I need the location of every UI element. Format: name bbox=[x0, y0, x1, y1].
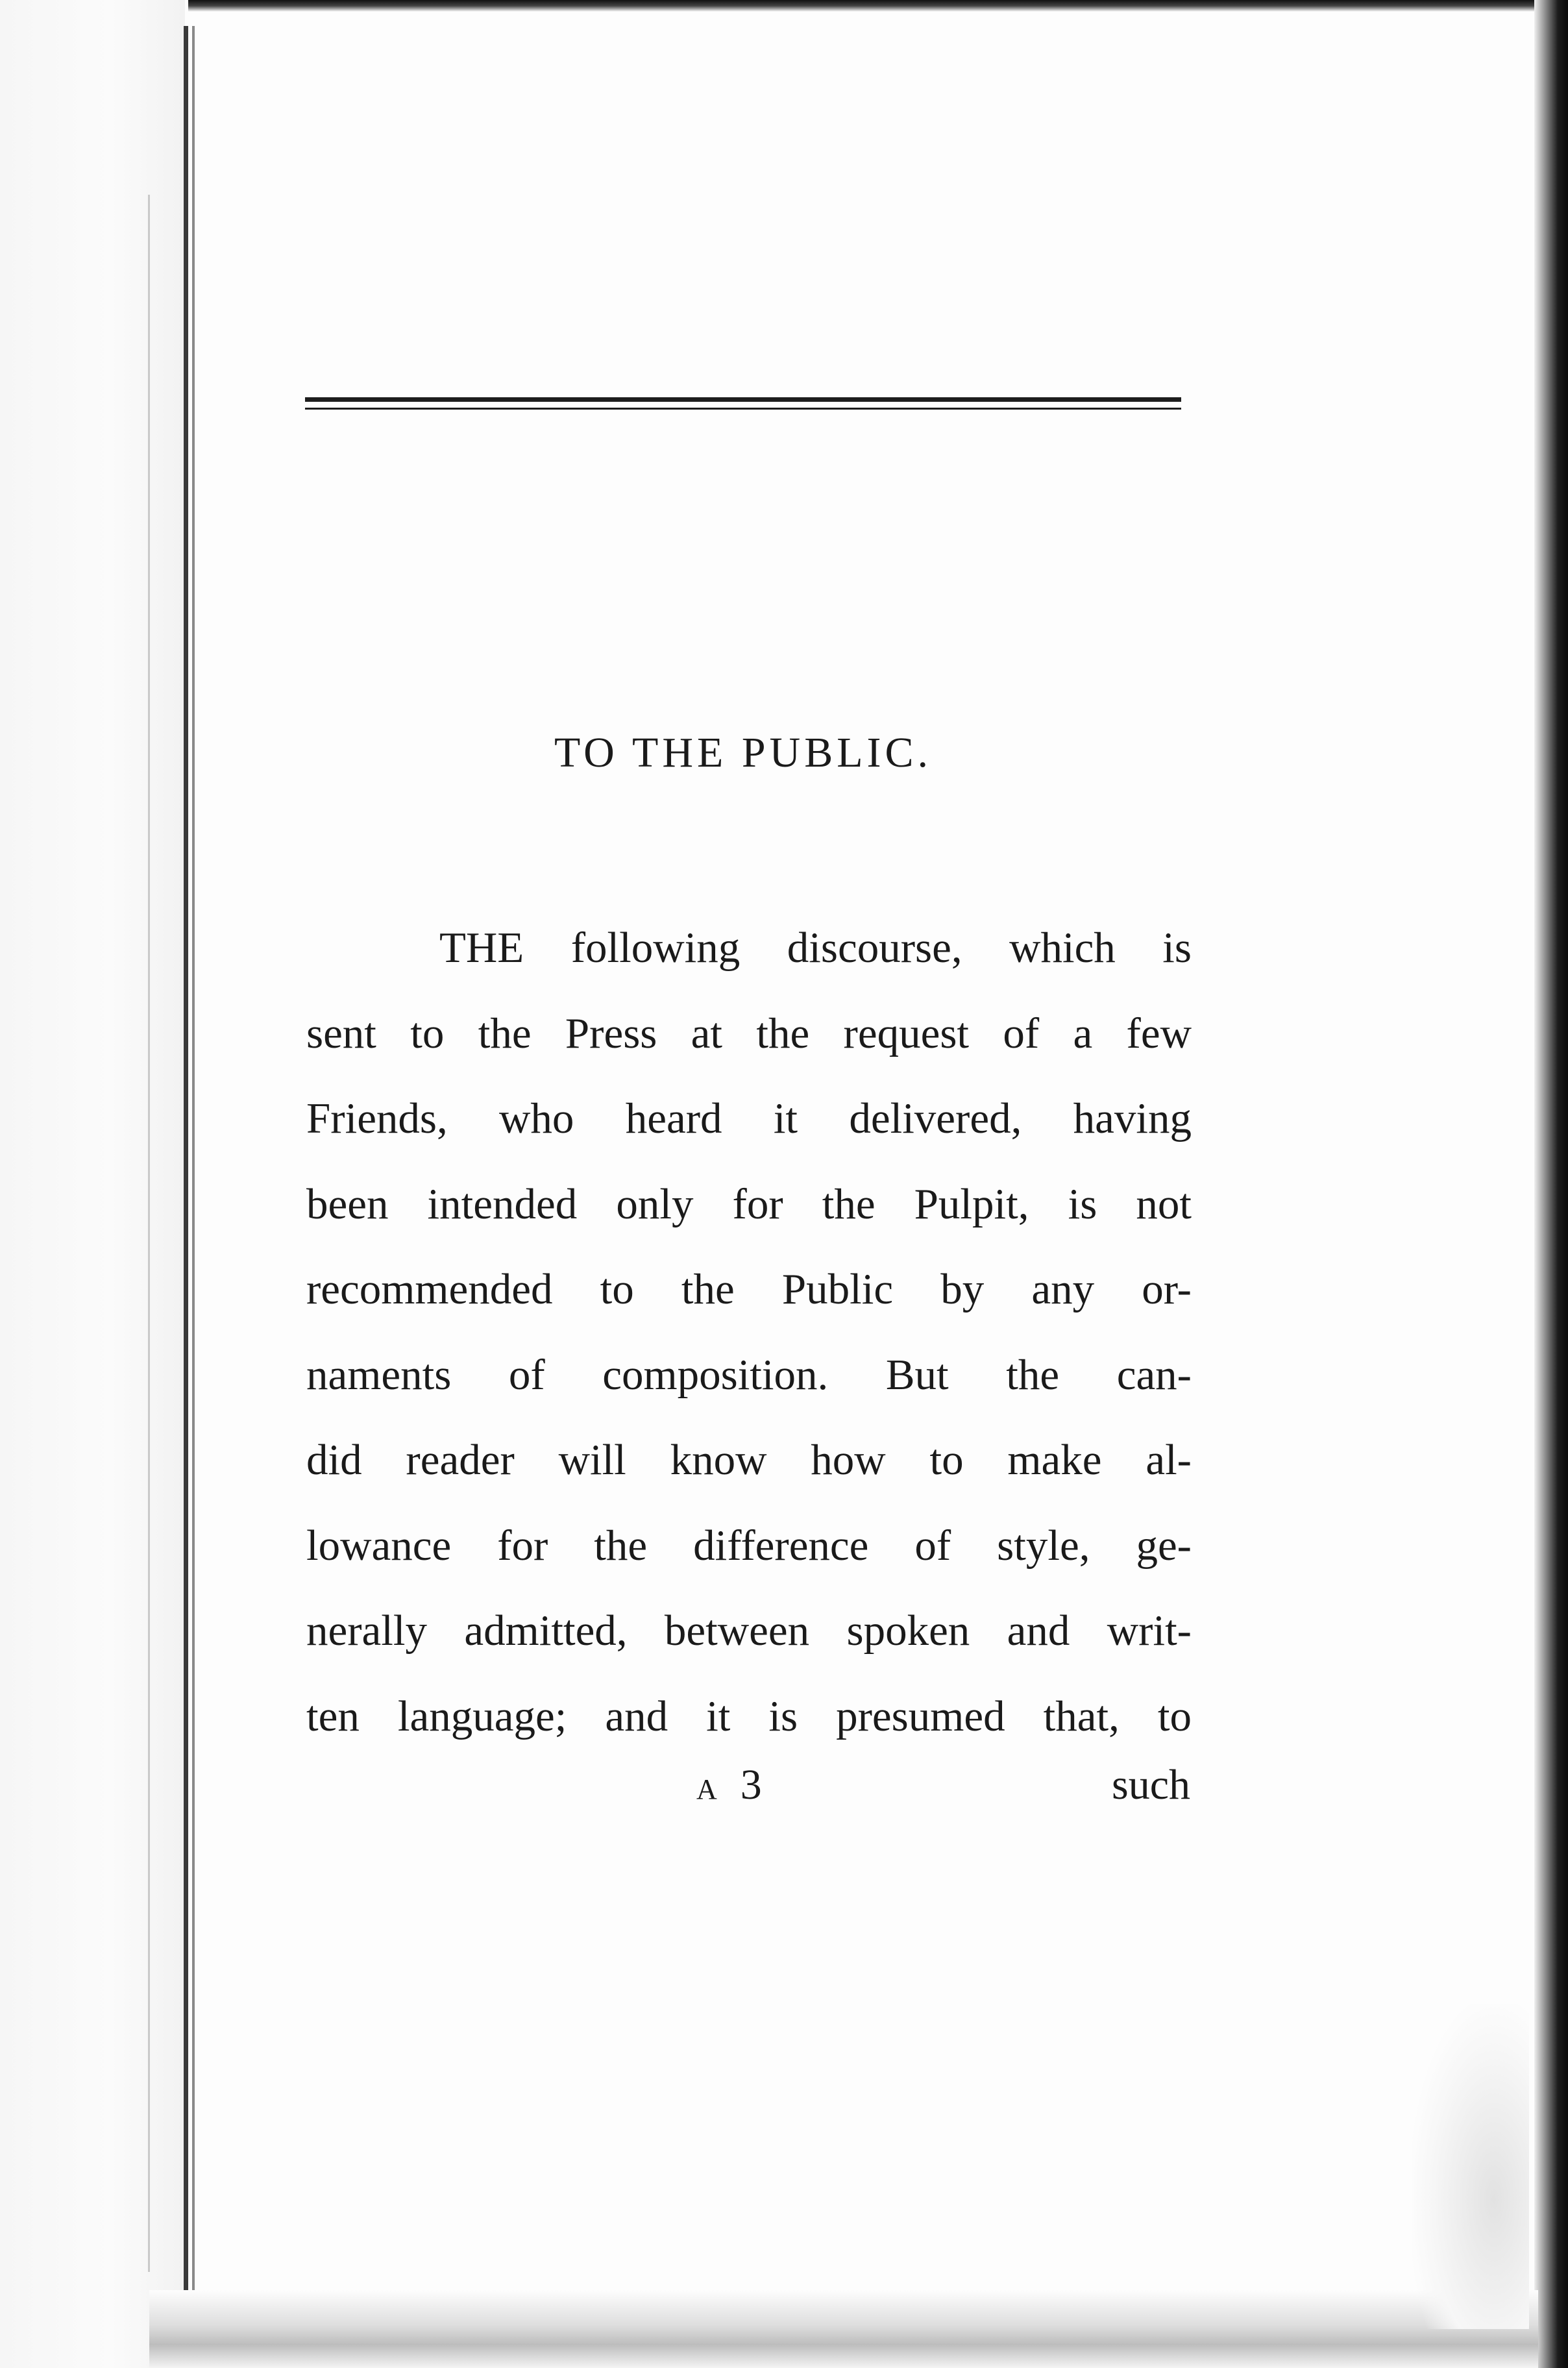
right-page-edge bbox=[1534, 0, 1568, 2368]
top-page-edge bbox=[188, 0, 1538, 12]
header-rule-thick bbox=[305, 397, 1181, 402]
text-line: did reader will know how to make al- bbox=[306, 1436, 1192, 1484]
binding-gutter-shadow bbox=[192, 26, 195, 2337]
text-line: been intended only for the Pulpit, is not bbox=[306, 1179, 1192, 1228]
header-rule-thin bbox=[305, 408, 1181, 410]
bottom-page-edge bbox=[149, 2290, 1538, 2368]
facing-page-line bbox=[148, 195, 150, 2272]
text-line: lowance for the difference of style, ge- bbox=[306, 1521, 1192, 1570]
body-paragraph bbox=[306, 906, 1192, 1759]
binding-gutter bbox=[184, 26, 188, 2337]
paper-stain bbox=[1412, 2004, 1529, 2329]
text-line: naments of composition. But the can- bbox=[306, 1350, 1192, 1399]
text-line: recommended to the Public by any or- bbox=[306, 1265, 1192, 1313]
text-line: nerally admitted, between spoken and writ- bbox=[306, 1607, 1192, 1655]
signature-mark bbox=[696, 1759, 762, 1816]
facing-page-edge bbox=[0, 0, 185, 2368]
text-line: THE following discourse, which is bbox=[439, 924, 1192, 972]
text-line: ten language; and it is presumed that, to bbox=[306, 1692, 1192, 1740]
catchword: such bbox=[1112, 1761, 1190, 1808]
page-heading: TO THE PUBLIC. bbox=[554, 729, 933, 776]
signature-letter: A bbox=[696, 1773, 718, 1805]
text-line: Friends, who heard it delivered, having bbox=[306, 1094, 1192, 1142]
text-line: sent to the Press at the request of a few bbox=[306, 1009, 1192, 1057]
signature-number: 3 bbox=[740, 1761, 762, 1808]
